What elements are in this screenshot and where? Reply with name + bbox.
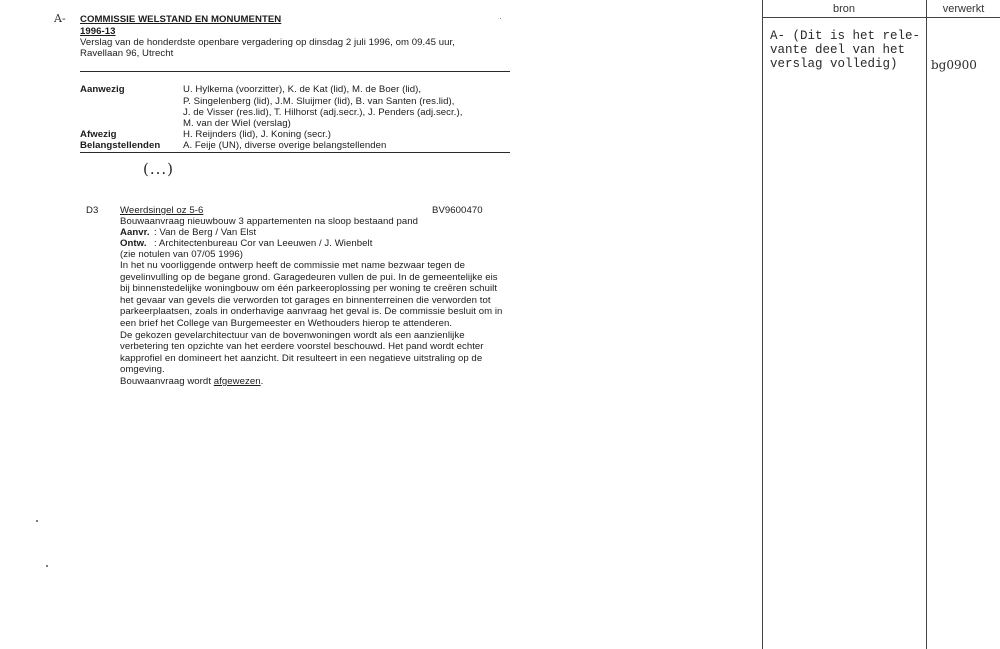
aanwezig-label: Aanwezig <box>80 84 125 95</box>
document-title: COMMISSIE WELSTAND EN MONUMENTEN <box>80 14 282 25</box>
body-line: omgeving. <box>120 364 165 376</box>
item-code: D3 <box>86 205 99 216</box>
omission-mark: (...) <box>143 160 175 178</box>
bron-note-line-3: verslag volledig) <box>770 57 898 71</box>
meeting-description: Verslag van de honderdste openbare vergadering op dinsdag 2 juli 1996, om 09.45 uur, <box>80 37 455 48</box>
decision-prefix: Bouwaanvraag wordt <box>120 375 214 387</box>
aanwezig-line-2: P. Singelenberg (lid), J.M. Sluijmer (lid), B. van Santen (res.lid), <box>183 96 455 107</box>
verwerkt-code: bg0900 <box>931 58 977 72</box>
item-address: Weerdsingel oz 5-6 <box>120 205 204 216</box>
body-line: parkeerplaatsen, zoals in onderhavige aanvraag het geval is. De commissie besluit om in <box>120 306 503 318</box>
margin-mark: A- <box>54 12 66 25</box>
scan-speck <box>36 520 38 522</box>
notulen-reference: (zie notulen van 07/05 1996) <box>120 249 244 260</box>
decision-word: afgewezen <box>213 375 261 387</box>
document-number: 1996-13 <box>80 26 116 37</box>
aanwezig-line-4: M. van der Wiel (verslag) <box>183 118 291 129</box>
aanvrager-label: Aanvr. <box>120 227 150 238</box>
body-line: bij binnenstedelijke woningbouw om één parkeeroplossing per woning te creëren schuilt <box>120 283 498 295</box>
body-line: het gevaar van gevels die verworden tot garages en binnenterreinen die verworden tot <box>120 294 491 306</box>
body-line: een brief het College van Burgemeester en Wethouders hierop te attenderen. <box>120 317 453 329</box>
bron-note-line-1: A- (Dit is het rele- <box>770 29 921 43</box>
ontwerper-label: Ontw. <box>120 238 147 249</box>
attendance-divider <box>80 152 510 153</box>
body-line: In het nu voorliggende ontwerp heeft de commissie met name bezwaar tegen de <box>120 260 466 271</box>
sidebar-header-rule <box>762 17 1000 18</box>
body-line: gevelinvulling op de begane grond. Garagedeuren vullen de pui. In de gemeentelijke eis <box>120 271 498 283</box>
meeting-location: Ravellaan 96, Utrecht <box>80 48 174 59</box>
item-body <box>120 260 502 388</box>
verwerkt-header: verwerkt <box>942 3 985 15</box>
afwezig-label: Afwezig <box>80 129 117 140</box>
ontwerper-value: : Architectenbureau Cor van Leeuwen / J. Wienbelt <box>154 238 373 249</box>
header-divider <box>80 71 510 72</box>
body-line: verbetering ten opzichte van het eerdere voorstel beschouwd. Het pand wordt echter <box>120 341 484 353</box>
sidebar-column-divider <box>926 0 927 649</box>
bron-note-line-2: vante deel van het <box>770 43 906 57</box>
decision-suffix: . <box>260 375 264 387</box>
belangstellenden-names: A. Feije (UN), diverse overige belangstellenden <box>183 140 387 151</box>
aanwezig-line-1: U. Hylkema (voorzitter), K. de Kat (lid), M. de Boer (lid), <box>183 84 422 95</box>
bron-header: bron <box>832 3 856 15</box>
item-subject: Bouwaanvraag nieuwbouw 3 appartementen na sloop bestaand pand <box>120 216 419 227</box>
afwezig-names: H. Reijnders (lid), J. Koning (secr.) <box>183 129 331 140</box>
sidebar-left-border <box>762 0 763 649</box>
body-line: De gekozen gevelarchitectuur van de bovenwoningen wordt als een aanzienlijke <box>120 329 465 341</box>
body-line: kapprofiel en domineert het aanzicht. Dit resulteert in een negatieve uitstraling op de <box>120 352 483 364</box>
belangstellenden-label: Belangstellenden <box>80 140 161 151</box>
item-reference: BV9600470 <box>432 205 483 216</box>
aanvrager-value: : Van de Berg / Van Elst <box>154 227 257 238</box>
aanwezig-line-3: J. de Visser (res.lid), T. Hilhorst (adj.secr.), J. Penders (adj.secr.), <box>183 107 463 118</box>
decision-line <box>120 376 502 388</box>
scan-speck <box>46 565 48 567</box>
scan-speck <box>500 18 501 19</box>
